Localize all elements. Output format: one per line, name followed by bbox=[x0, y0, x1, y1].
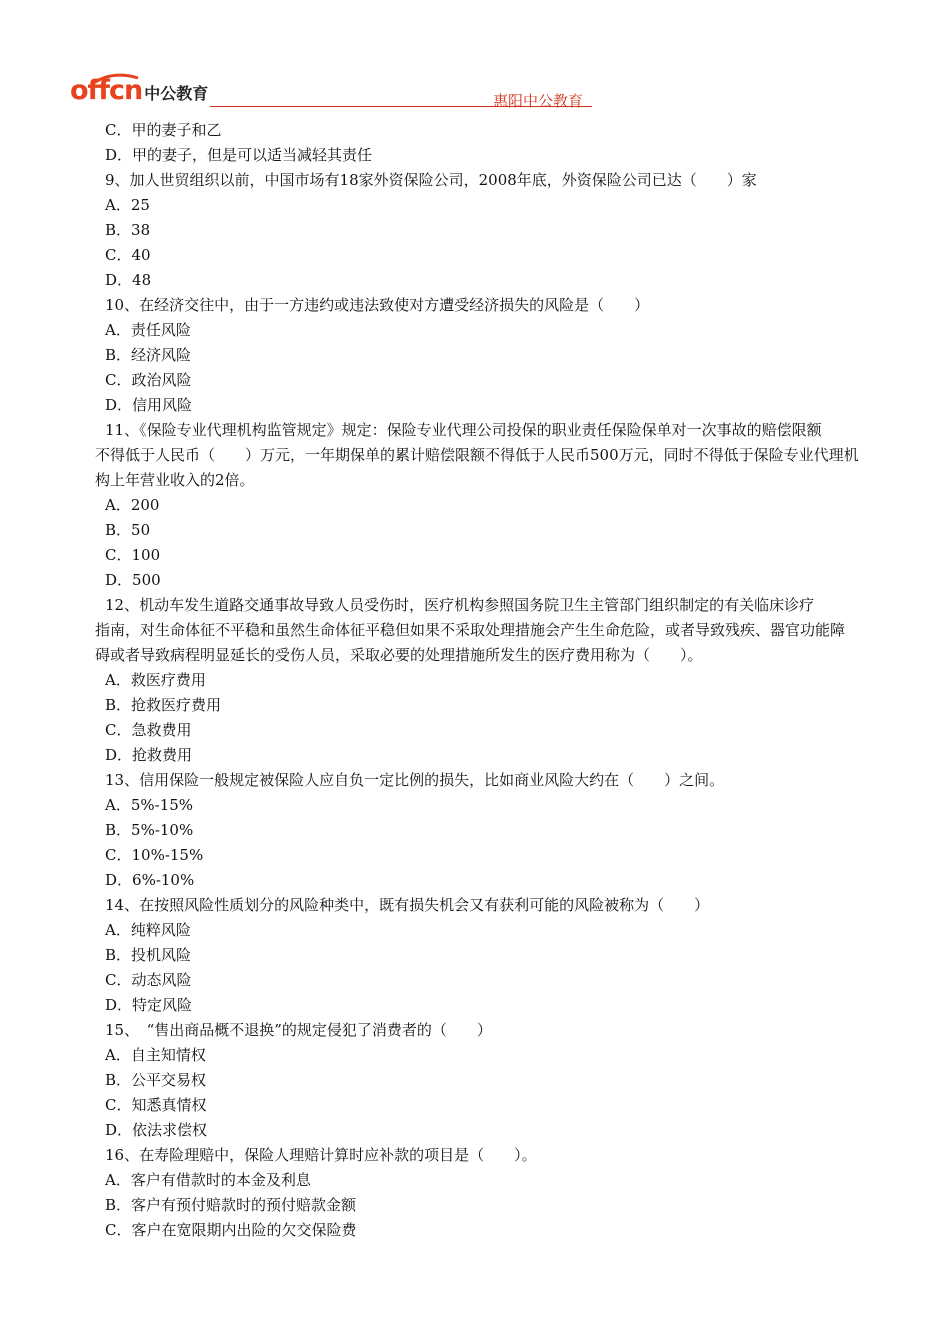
logo-text-cn: 中公教育 bbox=[144, 84, 209, 103]
question-content bbox=[95, 118, 895, 1243]
text-line: 构上年营业收入的2倍。 bbox=[95, 471, 255, 489]
text-line: D．信用风险 bbox=[105, 396, 193, 414]
text-line: B．公平交易权 bbox=[105, 1071, 207, 1089]
text-line: 11、《保险专业代理机构监管规定》规定：保险专业代理公司投保的职业责任保险保单对一次事故的赔偿限额 bbox=[105, 421, 822, 439]
text-line: 13、信用保险一般规定被保险人应自负一定比例的损失，比如商业风险大约在（ ）之间。 bbox=[105, 771, 725, 789]
text-line: 碍或者导致病程明显延长的受伤人员，采取必要的处理措施所发生的医疗费用称为（ ）。 bbox=[95, 646, 703, 664]
text-line: B．5%-10% bbox=[105, 821, 194, 839]
text-line: C．知悉真情权 bbox=[105, 1096, 207, 1114]
text-line: A．200 bbox=[105, 496, 160, 514]
text-line: C．40 bbox=[105, 246, 151, 264]
text-line: 9、加人世贸组织以前，中国市场有18家外资保险公司，2008年底，外资保险公司已达（ ）家 bbox=[105, 171, 757, 189]
text-line: 14、在按照风险性质划分的风险种类中，既有损失机会又有获利可能的风险被称为（ ） bbox=[105, 896, 710, 914]
text-line: B．抢救医疗费用 bbox=[105, 696, 222, 714]
header-title: 惠阳中公教育 bbox=[493, 92, 584, 110]
text-line: B．客户有预付赔款时的预付赔款金额 bbox=[105, 1196, 357, 1214]
text-line: C．客户在宽限期内出险的欠交保险费 bbox=[105, 1221, 357, 1239]
text-line: D．甲的妻子，但是可以适当减轻其责任 bbox=[105, 146, 373, 164]
text-line: C．10%-15% bbox=[105, 846, 204, 864]
text-line: 12、机动车发生道路交通事故导致人员受伤时，医疗机构参照国务院卫生主管部门组织制定的有关临床诊疗 bbox=[105, 596, 815, 614]
text-line: A．自主知情权 bbox=[105, 1046, 206, 1064]
page-header bbox=[70, 72, 610, 112]
text-line: C．动态风险 bbox=[105, 971, 192, 989]
logo-text-en: offcn bbox=[70, 75, 143, 106]
text-line: C．甲的妻子和乙 bbox=[105, 121, 222, 139]
text-line: D．依法求偿权 bbox=[105, 1121, 208, 1139]
text-line: C．100 bbox=[105, 546, 161, 564]
text-line: A．责任风险 bbox=[105, 321, 191, 339]
text-line: 15、 “售出商品概不退换”的规定侵犯了消费者的（ ） bbox=[105, 1021, 492, 1039]
text-line: B．38 bbox=[105, 221, 151, 239]
text-line: D．48 bbox=[105, 271, 152, 289]
text-line: A．救医疗费用 bbox=[105, 671, 206, 689]
text-line: C．政治风险 bbox=[105, 371, 192, 389]
text-line: D．特定风险 bbox=[105, 996, 193, 1014]
text-line: A．客户有借款时的本金及利息 bbox=[105, 1171, 311, 1189]
text-line: 16、在寿险理赔中，保险人理赔计算时应补款的项目是（ ）。 bbox=[105, 1146, 537, 1164]
text-line: B．投机风险 bbox=[105, 946, 192, 964]
text-line: A．25 bbox=[105, 196, 150, 214]
text-line: B．经济风险 bbox=[105, 346, 192, 364]
text-line: D．抢救费用 bbox=[105, 746, 193, 764]
text-line: 指南，对生命体征不平稳和虽然生命体征平稳但如果不采取处理措施会产生生命危险，或者导致残疾、器官功能障 bbox=[95, 621, 846, 639]
text-line: 10、在经济交往中，由于一方违约或违法致使对方遭受经济损失的风险是（ ） bbox=[105, 296, 650, 314]
text-line: A．5%-15% bbox=[105, 796, 194, 814]
text-line: A．纯粹风险 bbox=[105, 921, 191, 939]
text-line: B．50 bbox=[105, 521, 151, 539]
text-line: 不得低于人民币（ ）万元，一年期保单的累计赔偿限额不得低于人民币500万元，同时不得低于保险专业代理机 bbox=[95, 446, 859, 464]
text-line: D．6%-10% bbox=[105, 871, 195, 889]
text-line: C．急救费用 bbox=[105, 721, 192, 739]
text-line: D．500 bbox=[105, 571, 161, 589]
logo-arc-icon bbox=[90, 72, 140, 86]
